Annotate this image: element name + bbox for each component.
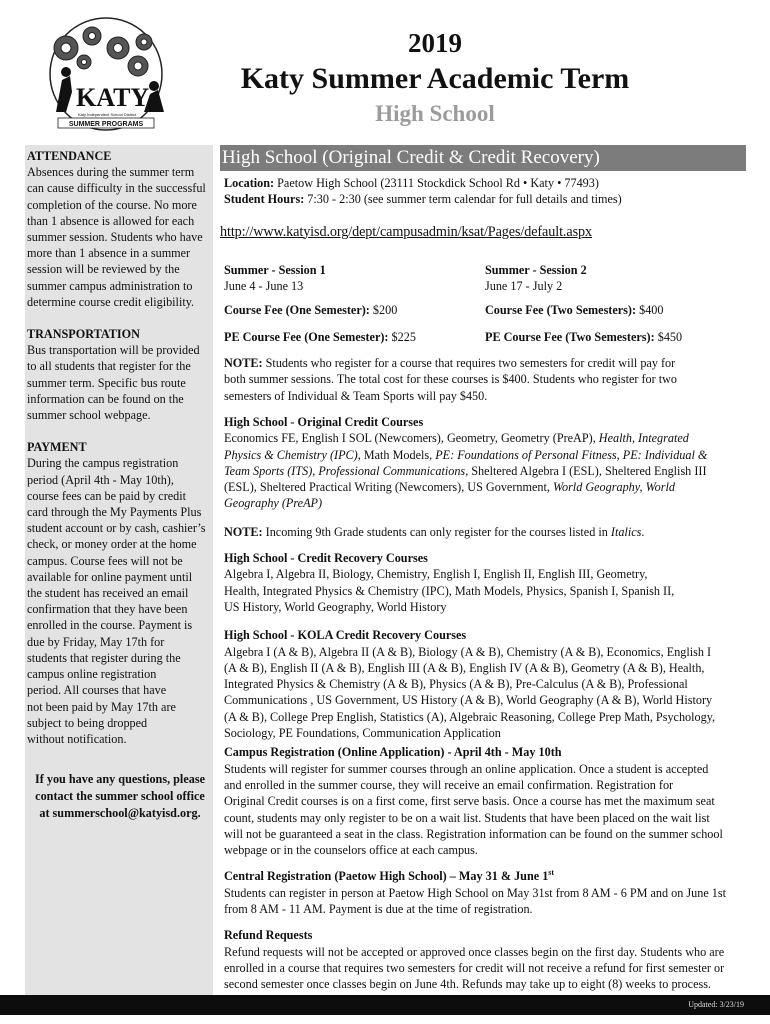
payment-line: campus. Course fees will not be (27, 553, 183, 568)
attendance-section (27, 148, 213, 310)
attendance-line: can cause difficulty in the successful (27, 181, 206, 196)
section-band-title: High School (Original Credit & Credit Recovery) (220, 145, 746, 171)
payment-line: confirmation that they have been (27, 602, 188, 617)
note2-label: NOTE: (224, 524, 263, 539)
course-text-italic: Health, Integrated (598, 431, 689, 446)
location-line (224, 175, 746, 191)
hours-label: Student Hours: (224, 192, 305, 207)
attendance-line: summer session. Students who have (27, 230, 203, 245)
campus-registration-heading: Campus Registration (Online Application) - April 4th - May 10th (224, 745, 562, 760)
transportation-heading: TRANSPORTATION (27, 327, 140, 342)
attendance-line: completion of the course. No more (27, 197, 197, 212)
pe-two-value: $450 (657, 329, 683, 344)
payment-line: not been paid by May 17th are (27, 699, 176, 714)
payment-line: due by Friday, May 17th for (27, 634, 165, 649)
logo-district-line: Katy Independent School District (78, 112, 137, 117)
transportation-line: summer school webpage. (27, 408, 151, 423)
payment-line: campus online registration (27, 667, 157, 682)
course-text: Math Models, (360, 447, 436, 462)
campus-registration-line: count, students may only register to be on a wait list. Students that have been placed on the wait list (224, 810, 710, 825)
campus-registration-line: Original Credit courses is on a first come, first serve basis. Once a course has met the maximum seat (224, 794, 715, 809)
note2-text: Incoming 9th Grade students can only register for the courses listed in (265, 524, 611, 539)
campus-registration-line: and enrolled in the summer course, they will receive an email confirmation. Registration for (224, 777, 674, 792)
credit-recovery-heading: High School - Credit Recovery Courses (224, 551, 428, 566)
refund-heading: Refund Requests (224, 928, 313, 943)
campus-registration-line: webpage or in the counselors office at each campus. (224, 843, 478, 858)
kola-line: Sociology, PE Foundations, Communication Application (224, 726, 501, 741)
campus-registration-line: will not be guaranteed a seat in the class. Registration information can be found on the summer school (224, 826, 723, 841)
course-text: , Sheltered Algebra I (ESL), Sheltered English III (465, 463, 707, 478)
pe-one-value: $225 (391, 329, 416, 344)
transportation-section (27, 326, 213, 423)
payment-line: During the campus registration (27, 456, 179, 471)
summer-term-url-link[interactable]: http://www.katyisd.org/dept/campusadmin/ksat/Pages/default.aspx (220, 223, 592, 240)
payment-line: card through the My Payments Plus (27, 505, 202, 520)
payment-line: available for online payment until (27, 569, 193, 584)
fee-one-value: $200 (372, 303, 398, 318)
attendance-line: determine course credit eligibility. (27, 294, 195, 309)
fee-one-label: Course Fee (One Semester): (224, 303, 370, 318)
credit-recovery-line: Health, Integrated Physics & Chemistry (IPC), Math Models, Physics, Spanish I, Spanish II, (224, 583, 675, 598)
course-text: (ESL), Sheltered Practical Writing (Newcomers), US Government, (224, 480, 553, 495)
note-two-semesters (224, 355, 746, 404)
attendance-line: summer campus administration to (27, 278, 193, 293)
payment-heading: PAYMENT (27, 440, 87, 455)
main-content (220, 145, 746, 992)
transportation-line: Bus transportation will be provided (27, 343, 200, 358)
attendance-line: than 1 absence is allowed for each (27, 213, 195, 228)
credit-recovery-line: US History, World Geography, World History (224, 599, 447, 614)
footer-bar (0, 995, 770, 1015)
session1-dates: June 4 - June 13 (224, 279, 304, 294)
attendance-line: more than 1 absence in a summer (27, 246, 191, 261)
note1-line: both summer sessions. The total cost for these courses is $400. Students who register for two (224, 372, 678, 387)
central-registration-line: from 8 AM - 11 AM. Payment is due at the time of registration. (224, 901, 533, 916)
logo-program-line: SUMMER PROGRAMS (68, 121, 144, 128)
payment-line: students that register during the (27, 650, 181, 665)
attendance-line: Absences during the summer term (27, 165, 195, 180)
credit-recovery-line: Algebra I, Algebra II, Biology, Chemistry, English I, English II, English III, Geometry, (224, 567, 648, 582)
location-label: Location: (224, 176, 275, 190)
course-text-italic: Team Sports (ITS) (224, 463, 313, 478)
pe-two-label: PE Course Fee (Two Semesters): (485, 329, 655, 344)
payment-section (27, 439, 213, 747)
fee-two-label: Course Fee (Two Semesters): (485, 303, 637, 318)
sessions-row (224, 262, 746, 295)
kola-line: (A & B), English II (A & B), English III (A & B), English IV (A & B), Geometry (A & B), Health, (224, 660, 705, 675)
payment-line: enrolled in the course. Payment is (27, 618, 193, 633)
note-ninth-grade (224, 524, 746, 540)
session2-name: Summer - Session 2 (485, 262, 587, 277)
page-title: Katy Summer Academic Term (240, 62, 630, 95)
attendance-line: session will be reviewed by the (27, 262, 180, 277)
central-heading-sup: st (548, 868, 555, 878)
transportation-line: to all students that register for the (27, 359, 191, 374)
kola-line: Integrated Physics & Chemistry (A & B), Physics (A & B), Pre-Calculus (A & B), Professional (224, 677, 688, 692)
payment-line: period (April 4th - May 10th), (27, 472, 174, 487)
location-value: Paetow High School (23111 Stockdick School Rd • Katy • 77493) (277, 176, 599, 190)
payment-line: without notification. (27, 731, 127, 746)
refund-line: second semester once classes begin on June 4th. Refunds may take up to eight (8) weeks to process. (224, 977, 712, 992)
refund-line: enrolled in a course that requires two semesters for credit will not receive a refund for first semester or (224, 960, 725, 975)
session1-name: Summer - Session 1 (224, 262, 326, 277)
central-registration-line: Students can register in person at Paetow High School on May 31st from 8 AM - 6 PM and on June 1st (224, 885, 727, 900)
hours-value: 7:30 - 2:30 (see summer term calendar for full details and times) (307, 192, 622, 207)
course-text-italic: Professional Communications (318, 463, 466, 478)
attendance-heading: ATTENDANCE (27, 149, 112, 163)
original-credit-heading: High School - Original Credit Courses (224, 414, 424, 429)
sidebar (25, 145, 213, 995)
kola-line: Algebra I (A & B), Algebra II (A & B), Biology (A & B), Chemistry (A & B), Economics, English I (224, 644, 712, 659)
note2-italic: Italics (610, 524, 642, 539)
note1-line: semesters of Individual & Team Sports will pay $450. (224, 388, 488, 403)
central-heading-text: Central Registration (Paetow High School) – May 31 & June 1 (224, 869, 549, 884)
course-text-italic: PE: Foundations of Personal Fitness, PE: Individual & (435, 447, 708, 462)
course-text-italic: World Geography, World (552, 480, 675, 495)
course-text-italic: Physics & Chemistry (IPC), (224, 447, 361, 462)
hours-line (224, 191, 746, 207)
transportation-line: information can be found on the (27, 391, 184, 406)
central-registration-heading (224, 868, 746, 884)
updated-date: Updated: 3/23/19 (688, 1000, 744, 1009)
payment-line: course fees can be paid by credit (27, 488, 187, 503)
course-text-italic: Geography (PreAP) (224, 496, 323, 511)
transportation-line: summer term. Specific bus route (27, 375, 186, 390)
course-text: Economics FE, English I SOL (Newcomers), Geometry, Geometry (PreAP), (224, 431, 599, 446)
header-year: 2019 (408, 28, 462, 58)
note1-label: NOTE: (224, 356, 263, 371)
page-subtitle: High School (375, 101, 495, 126)
kola-heading: High School - KOLA Credit Recovery Courses (224, 628, 467, 643)
kola-line: Communications , US Government, US History (A & B), World Geography (A & B), World History (224, 693, 713, 708)
questions-line: If you have any questions, please (35, 772, 205, 787)
questions-contact (27, 771, 213, 822)
kola-line: (A & B), College Prep English, Statistics (A), Algebraic Reasoning, College Prep Math, Psychology, (224, 709, 716, 724)
course-fee-row (224, 302, 746, 318)
questions-line: contact the summer school office (35, 789, 205, 804)
campus-registration-line: Students will register for summer courses through an online application. Once a student is accepted (224, 761, 709, 776)
questions-line: at summerschool@katyisd.org. (39, 806, 201, 821)
payment-line: student account or by cash, cashier’s (27, 521, 206, 536)
note2-end: . (641, 524, 645, 539)
payment-line: subject to being dropped (27, 715, 148, 730)
pe-fee-row (224, 329, 746, 345)
course-text: , (312, 463, 319, 478)
summer-programs-logo (26, 14, 216, 132)
session2-dates: June 17 - July 2 (485, 279, 563, 294)
original-credit-courses (224, 430, 746, 511)
refund-line: Refund requests will not be accepted or approved once classes begin on the first day. Students who are (224, 944, 725, 959)
logo-wordmark: KATY (76, 83, 150, 112)
payment-line: check, or money order at the home (27, 537, 197, 552)
payment-line: the student has received an email (27, 586, 189, 601)
fee-two-value: $400 (639, 303, 664, 318)
payment-line: period. All courses that have (27, 683, 167, 698)
pe-one-label: PE Course Fee (One Semester): (224, 329, 389, 344)
note1-line: Students who register for a course that requires two semesters for credit will pay for (265, 356, 676, 371)
